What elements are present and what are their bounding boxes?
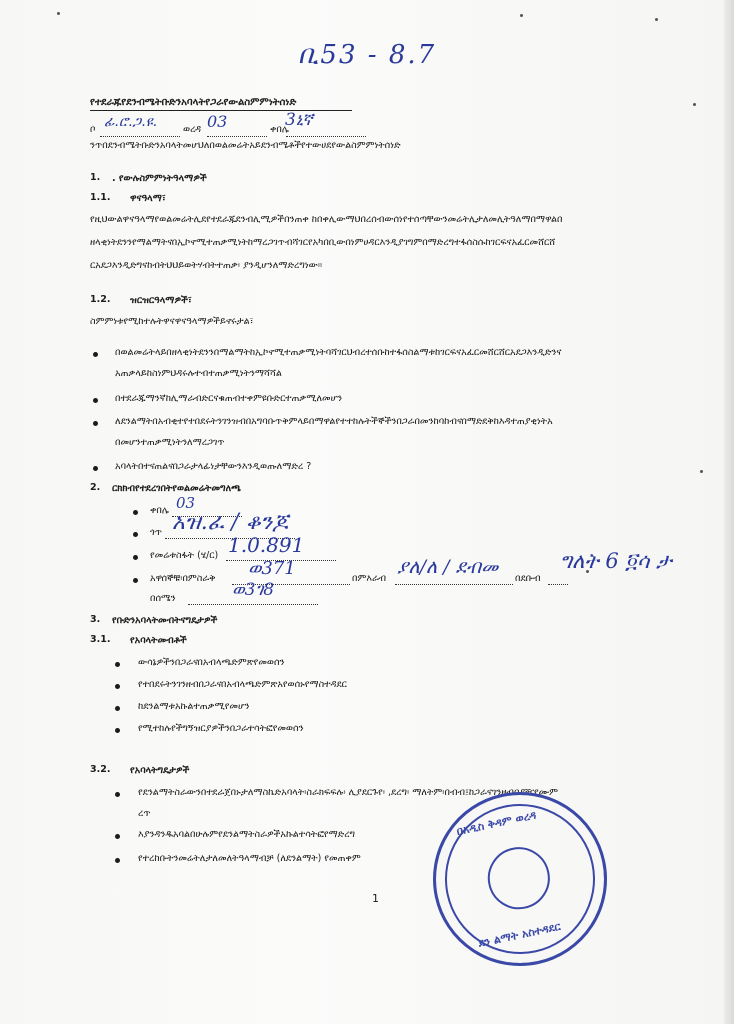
bullet (133, 532, 138, 537)
bullet-text: እያንዳንዱአባልበሁሉምየደንልማትስራዎችአኩልተሳትፎየማድረግ (138, 829, 356, 840)
form-prefix: ቦ (90, 124, 96, 135)
bullet (115, 728, 120, 733)
dotted-line (395, 584, 513, 585)
field-label-got: ጎጥ (150, 527, 162, 538)
bullet (115, 792, 120, 797)
bullet-text: የሚተከሉየችግኝዝርያዎችንበጋራተሳትፎየመወሰን (138, 723, 304, 734)
official-stamp (417, 776, 623, 982)
scan-speck (693, 103, 696, 106)
handwritten-east-value: ወ371 (248, 558, 296, 579)
bullet-text: ለደንልማትበአብቂተየተበደሩትንገንዝብበአግባቡጥቅምላይበማዋልየተተከሉትችኞችንበጋራበመንከባከብናበማድደቅከእዳተጠያቂነትአ (115, 416, 553, 427)
paragraph-line: ስምምነቱየሚከተሉትዋናዋናዓላማዎችይኖሩታል፣ (90, 316, 254, 327)
paragraph-line: የዚህውልዋናዓላማየወልመሬትሊደየተደራጁደንብሊሚዎችበንጠቀ ከበቀሊውማህበረሰብውሰነየተሰጣቸውንመሬትሊታለመሊትዓለማበማዋልበ (90, 214, 563, 225)
bullet (115, 858, 120, 863)
section-title: የቡድንአባላትመብትናግዴታዎች (112, 615, 218, 626)
section-number: 3.1. (90, 634, 111, 645)
handwritten-kebele: 3ኒኛ (285, 110, 313, 130)
paragraph-line: ዘላቂነትደንንየማልማትናበኢኮኖሚተጠቃሚነትከማረጋገጥብሻገርየአካበቢውበነምሀዳርእንዲያገግምበማድረግተፋሰስሱከገርፍናአፈርመሸርሸ (90, 237, 556, 248)
stamp-text-bottom: ደን ልማት አስተዳደር (477, 919, 562, 950)
paragraph-line: ርአደጋእንዲድግናከብትህህይወትሃብትተጠቃ፡ ያንዲሆንለማድረግነው። (90, 260, 323, 271)
bullet (133, 510, 138, 515)
handwritten-area-value: 1.0.891 (228, 533, 305, 557)
field-label-area: የመሬቱስፋት (ሄ/ር) (150, 550, 219, 561)
document-title: የተደራጁየደንብሜትቡድንአባላትየጋራየውልስምምነትሰነድ (90, 97, 297, 108)
section-title: የአባላትመብቶች (130, 635, 187, 646)
scan-speck (655, 18, 658, 21)
page-number: 1 (372, 892, 379, 905)
bullet-text: አጠቃላይከስነምህዳሩሉተብተጠቃሚነትንማሻሻል (115, 368, 282, 379)
bullet (93, 466, 98, 471)
bullet (133, 555, 138, 560)
handwritten-kebele-value: 03 (176, 494, 196, 512)
bullet-text: የደንልማትስራውንበተደራጀበኑታለማስኬድአባላት፡ስራክፍፍሉ፡ ሊያደርጉየ፡ ,ደረግ፡ ማለትም፡በብብ፤ከጋራናገንዘብበያዥየሙም (138, 787, 559, 798)
bullet-text: ውሳኔዎችንበጋራናበአብላጫድምጽየመወሰን (138, 657, 285, 668)
handwritten-ref-number: ቢ53 - 8.7 (298, 40, 437, 70)
section-title: ርክክብየተደረገበትየወልመሬትመግለጫ (112, 483, 241, 494)
section-title: ዋናዓላማ፣ (130, 193, 166, 204)
field-label-kebele: ቀበሌ (150, 505, 169, 516)
section-title: የአባላትግዴታዎች (130, 765, 190, 776)
scan-speck (700, 470, 703, 473)
bullet-text: ረጥ (138, 808, 151, 819)
stamp-text-top: በአዲስ ቅዳም ወረዳ (455, 808, 538, 838)
section-title: ዝርዝርዓላማዎች፣ (130, 295, 192, 306)
section-number: 1. (90, 172, 101, 183)
bullet-text: በመሆንተጠቃሚነትንለማረጋገጥ (115, 437, 225, 448)
bullet (115, 684, 120, 689)
bullet (93, 421, 98, 426)
bullet-text: የተረከቡትንመሬትለታለመለትዓላማብቻ (ለደንልማት) የመጠቀም (138, 853, 361, 864)
section-number: 3. (90, 614, 101, 625)
dotted-line (100, 136, 180, 137)
bullet-text: የተበደሩትንገንዘብበጋራናበአብላጫድምጽአየወሰኑየማስተዳደር (138, 679, 347, 690)
bullet (93, 352, 98, 357)
bullet-text: በተደራጁማንኛከሊማራብድርናቁጠብተቀምዩቡድርተጠቃሚለመሆን (115, 393, 343, 404)
section-title: . የውሉስምምነትዓላማዎች (112, 173, 207, 184)
kebele-label: ቀበሌ (270, 124, 289, 135)
section-number: 1.2. (90, 294, 111, 305)
section-number: 2. (90, 482, 101, 493)
stamp-emblem-icon (482, 841, 556, 915)
woreda-label: ወረዳ (183, 124, 202, 135)
field-label-east: አዋሰኞቹ፡በምስራቅ (150, 573, 216, 584)
dotted-line (188, 604, 318, 605)
bullet-text: ከደንልማቱአኩልተጠቃሚየመሆን (138, 701, 250, 712)
section-number: 1.1. (90, 192, 111, 203)
intro-line: ንጥበደንብሜትቡድንአባላትመሆህለበወልመሬትአይደንብሜቶችየተውሀደየውልስምምነትሰነድ (90, 140, 401, 151)
scan-speck (520, 14, 523, 17)
scan-speck (57, 12, 60, 15)
section-number: 3.2. (90, 764, 111, 775)
bullet (115, 706, 120, 711)
field-label-south: በደቡብ (515, 573, 541, 584)
bullet (115, 834, 120, 839)
handwritten-woreda: 03 (207, 112, 228, 131)
dotted-line (207, 136, 267, 137)
field-label-north: በሰሜን (150, 593, 176, 604)
handwritten-south-value: ግለት 6 ፬ሳ ታ (560, 549, 672, 573)
bullet-text: አባላትበተናጠልናበጋራታላፊነታቸውንእንዲወጡለማድረ ? (115, 461, 312, 472)
bullet-text: በወልመሬትላይበዘላቂነትደንንበማልማትከኢኮኖሚተጠቃሚነትባሻገርህብረተሰቡከተፋሰስልማቱከገርፍናአፈርመሸርሸርአደጋእንዲድንና (115, 347, 562, 358)
bullet (93, 398, 98, 403)
bullet (133, 578, 138, 583)
handwritten-got-value: አዝ.ፈ / ቆንጆ (172, 510, 289, 535)
handwritten-north-value: ወ3ገ8 (232, 580, 275, 600)
handwritten-west-value: ያለ/ለ / ደብመ (397, 556, 499, 578)
dotted-line (286, 136, 366, 137)
field-label-west: በምእራብ (352, 573, 387, 584)
paper-edge (724, 0, 734, 1024)
dotted-line (548, 584, 568, 585)
handwritten-form: ፊ.ሮ.ጋ.ዩ. (104, 114, 158, 130)
bullet (115, 662, 120, 667)
